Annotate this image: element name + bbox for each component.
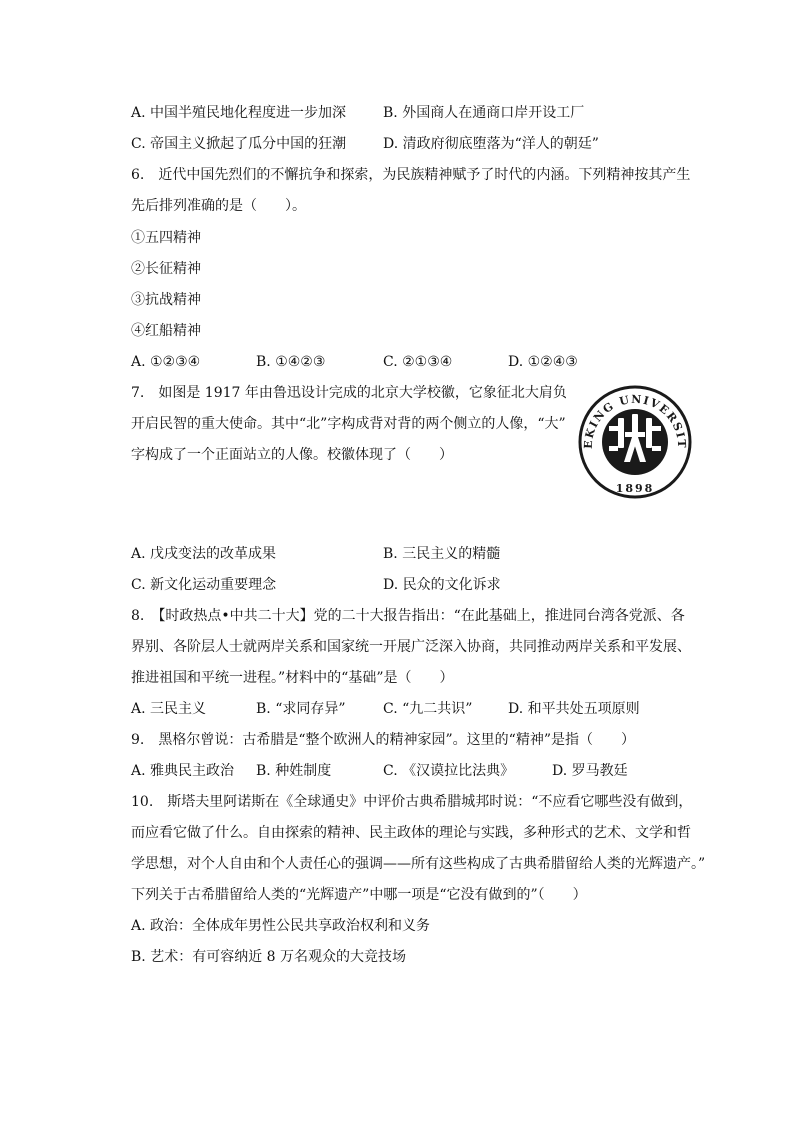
- q6-stem-line2: 先后排列准确的是（ ）。: [131, 198, 306, 214]
- logo-year: 1898: [615, 482, 655, 495]
- q7-stem-line3: 字构成了一个正面站立的人像。校徽体现了（ ）: [131, 447, 453, 463]
- q7-option-a: A. 戊戌变法的改革成果: [131, 546, 277, 562]
- q5-option-b: B. 外国商人在通商口岸开设工厂: [383, 105, 585, 121]
- q10-stem-line4: 下列关于古希腊留给人类的“光辉遗产”中哪一项是“它没有做到的”（ ）: [131, 887, 587, 903]
- q6-option-c: C. ②①③④: [383, 354, 453, 370]
- q9-option-d: D. 罗马教廷: [552, 763, 628, 779]
- q8-option-d: D. 和平共处五项原则: [508, 701, 640, 717]
- q6-stem-line1: 6. 近代中国先烈们的不懈抗争和探索，为民族精神赋予了时代的内涵。下列精神按其产生: [131, 167, 691, 183]
- q6-option-a: A. ①②③④: [131, 354, 201, 370]
- q8-option-a: A. 三民主义: [131, 701, 207, 717]
- q9-option-a: A. 雅典民主政治: [131, 763, 235, 779]
- q10-stem-line3: 学思想，对个人自由和个人责任心的强调——所有这些构成了古典希腊留给人类的光辉遗产。”: [131, 856, 706, 872]
- q8-stem-line2: 界别、各阶层人士就两岸关系和国家统一开展广泛深入协商，共同推动两岸关系和平发展、: [131, 639, 691, 655]
- q6-item-3: ③抗战精神: [131, 292, 201, 308]
- q7-stem-line2: 开启民智的重大使命。其中“北”字构成背对背的两个侧立的人像，“大”: [131, 416, 566, 432]
- q6-item-2: ②长征精神: [131, 261, 201, 277]
- q7-option-c: C. 新文化运动重要理念: [131, 577, 277, 593]
- q8-option-b: B. “求同存异”: [256, 701, 346, 717]
- q8-option-c: C. “九二共识”: [383, 701, 473, 717]
- q5-option-d: D. 清政府彻底堕落为“洋人的朝廷”: [383, 136, 599, 152]
- q6-option-b: B. ①④②③: [256, 354, 326, 370]
- peking-university-logo: [578, 382, 692, 502]
- q7-stem-line1: 7. 如图是 1917 年由鲁迅设计完成的北京大学校徽，它象征北大肩负: [131, 385, 567, 401]
- q7-option-b: B. 三民主义的精髓: [383, 546, 501, 562]
- q8-stem-line1: 8. 【时政热点•中共二十大】党的二十大报告指出：“在此基础上，推进同台湾各党派、各: [131, 608, 685, 624]
- q5-option-a: A. 中国半殖民地化程度进一步加深: [131, 105, 347, 121]
- q6-item-1: ①五四精神: [131, 230, 201, 246]
- q6-option-d: D. ①②④③: [508, 354, 578, 370]
- q8-stem-line3: 推进祖国和平统一进程。”材料中的“基础”是（ ）: [131, 670, 454, 686]
- q7-option-d: D. 民众的文化诉求: [383, 577, 501, 593]
- q10-option-b: B. 艺术：有可容纳近 8 万名观众的大竞技场: [131, 949, 406, 965]
- q9-option-b: B. 种姓制度: [256, 763, 332, 779]
- q10-stem-line1: 10. 斯塔夫里阿诺斯在《全球通史》中评价古典希腊城邦时说：“不应看它哪些没有做到，: [131, 794, 693, 810]
- q5-option-c: C. 帝国主义掀起了瓜分中国的狂潮: [131, 136, 347, 152]
- peking-university-emblem-icon: [578, 382, 692, 502]
- q6-item-4: ④红船精神: [131, 323, 201, 339]
- q10-stem-line2: 而应看它做了什么。自由探索的精神、民主政体的理论与实践，多种形式的艺术、文学和哲: [131, 825, 691, 841]
- q9-option-c: C. 《汉谟拉比法典》: [383, 763, 515, 779]
- logo-ring-text: EKING UNIVERSIT: [581, 392, 689, 450]
- q10-option-a: A. 政治：全体成年男性公民共享政治权利和义务: [131, 918, 431, 934]
- q9-stem-line1: 9. 黑格尔曾说：古希腊是“整个欧洲人的精神家园”。这里的“精神”是指（ ）: [131, 732, 635, 748]
